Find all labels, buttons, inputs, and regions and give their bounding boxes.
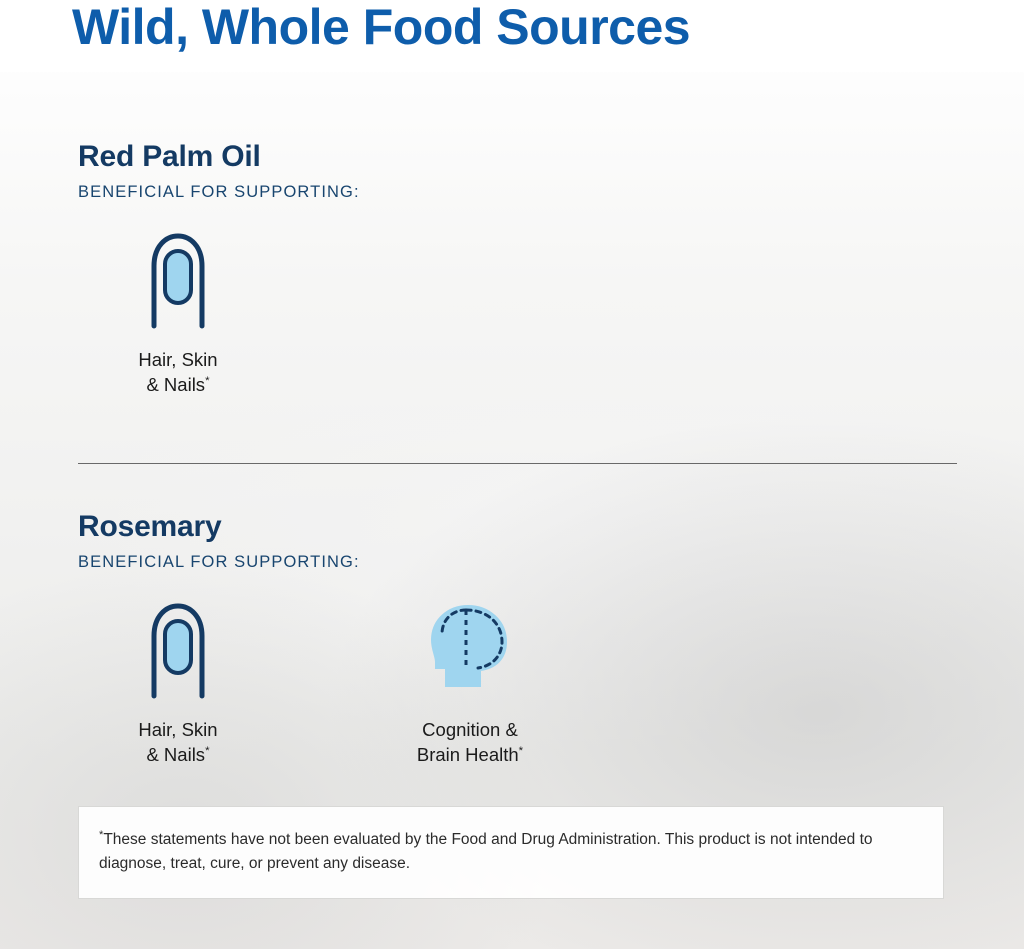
disclaimer-text <box>99 827 921 876</box>
asterisk: * <box>205 374 210 387</box>
section-subtitle: BENEFICIAL FOR SUPPORTING: <box>78 553 360 571</box>
disclaimer-asterisk: * <box>99 829 104 841</box>
asterisk: * <box>205 744 210 757</box>
fingernail-icon <box>136 228 220 332</box>
benefit-label-line2: & Nails* <box>146 743 210 765</box>
asterisk: * <box>518 744 524 757</box>
benefit-item <box>78 598 278 768</box>
benefit-label-line1: Cognition & <box>422 719 518 740</box>
benefit-list <box>78 598 570 768</box>
benefit-item <box>370 598 570 768</box>
section-red-palm-oil <box>78 140 360 398</box>
benefit-label <box>138 348 217 398</box>
benefit-label-line1: Hair, Skin <box>138 349 218 370</box>
benefit-label <box>417 718 523 768</box>
head-brain-icon <box>418 598 522 702</box>
section-divider <box>78 463 957 464</box>
benefit-list <box>78 228 360 398</box>
section-rosemary <box>78 510 570 768</box>
section-title: Rosemary <box>78 510 222 543</box>
page-title: Wild, Whole Food Sources <box>72 0 691 55</box>
disclaimer-box <box>78 806 944 899</box>
section-title: Red Palm Oil <box>78 140 261 173</box>
benefit-label <box>138 718 217 768</box>
disclaimer-body: These statements have not been evaluated by the Food and Drug Administration. This product is not intended to diagnose, treat, cure, or prevent any disease. <box>99 831 873 873</box>
fingernail-icon <box>136 598 220 702</box>
benefit-label-line1: Hair, Skin <box>138 719 218 740</box>
benefit-item <box>78 228 278 398</box>
benefit-label-line2: Brain Health* <box>416 743 524 765</box>
section-subtitle: BENEFICIAL FOR SUPPORTING: <box>78 183 360 201</box>
benefit-label-line2: & Nails* <box>146 373 210 395</box>
